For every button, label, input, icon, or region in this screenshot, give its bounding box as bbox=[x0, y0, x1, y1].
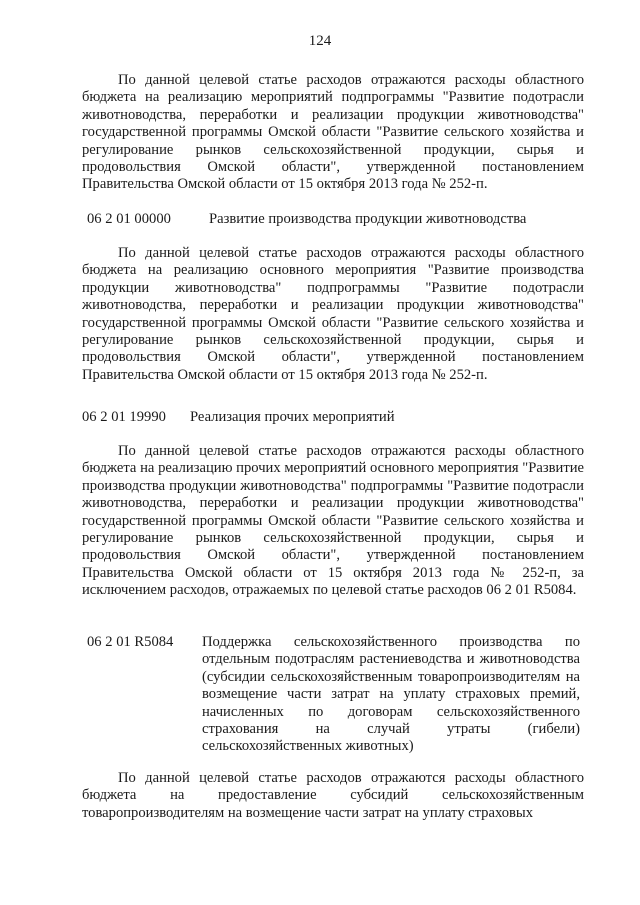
budget-item-title: Развитие производства продукции животноводства bbox=[209, 211, 527, 227]
budget-item-heading-06-2-01-19990 bbox=[82, 409, 395, 426]
budget-item-heading-06-2-01-00000 bbox=[82, 211, 526, 228]
budget-item-code: 06 2 01 00000 bbox=[87, 211, 171, 227]
paragraph-main-activity: По данной целевой статье расходов отражаются расходы областного бюджета на реализацию основного мероприятия "Развитие производства продукции животноводства" подпрограммы "Развитие подотрасли животноводства, переработки и реализации продукции животноводства" государственной программы Омской области "Развитие сельского хозяйства и регулирование рынков сельскохозяйственной продукции, сырья и продовольствия Омской области", утвержденной постановлением Правительства Омской области от 15 октября 2013 года № 252-п. bbox=[82, 245, 584, 383]
budget-item-heading-06-2-01-R5084 bbox=[82, 634, 584, 756]
budget-item-title: Реализация прочих мероприятий bbox=[190, 409, 395, 425]
budget-item-code: 06 2 01 R5084 bbox=[87, 634, 174, 650]
paragraph-subsidies: По данной целевой статье расходов отражаются расходы областного бюджета на предоставление субсидий сельскохозяйственным товаропроизводителям на возмещение части затрат на уплату страховых bbox=[82, 770, 584, 821]
page-number: 124 bbox=[308, 33, 332, 49]
budget-item-title: Поддержка сельскохозяйственного производства по отдельным подотраслям растениеводства и животноводства (субсидии сельскохозяйственным товаропроизводителям на возмещение части затрат на уплату страховых премий, начисленных по договорам сельскохозяйственного страхования на случай утраты (гибели) сельскохозяйственных животных) bbox=[202, 634, 580, 755]
budget-item-code: 06 2 01 19990 bbox=[82, 409, 166, 425]
paragraph-other-activities: По данной целевой статье расходов отражаются расходы областного бюджета на реализацию прочих мероприятий основного мероприятия "Развитие производства продукции животноводства" подпрограммы "Развитие подотрасли животноводства, переработки и реализации продукции животноводства" государственной программы Омской области "Развитие сельского хозяйства и регулирование рынков сельскохозяйственной продукции, сырья и продовольствия Омской области", утвержденной постановлением Правительства Омской области от 15 октября 2013 года № 252-п, за исключением расходов, отражаемых по целевой статье расходов 06 2 01 R5084. bbox=[82, 443, 584, 599]
paragraph-subprogram-livestock: По данной целевой статье расходов отражаются расходы областного бюджета на реализацию мероприятий подпрограммы "Развитие подотрасли животноводства, переработки и реализации продукции животноводства" государственной программы Омской области "Развитие сельского хозяйства и регулирование рынков сельскохозяйственной продукции, сырья и продовольствия Омской области", утвержденной постановлением Правительства Омской области от 15 октября 2013 года № 252-п. bbox=[82, 72, 584, 193]
